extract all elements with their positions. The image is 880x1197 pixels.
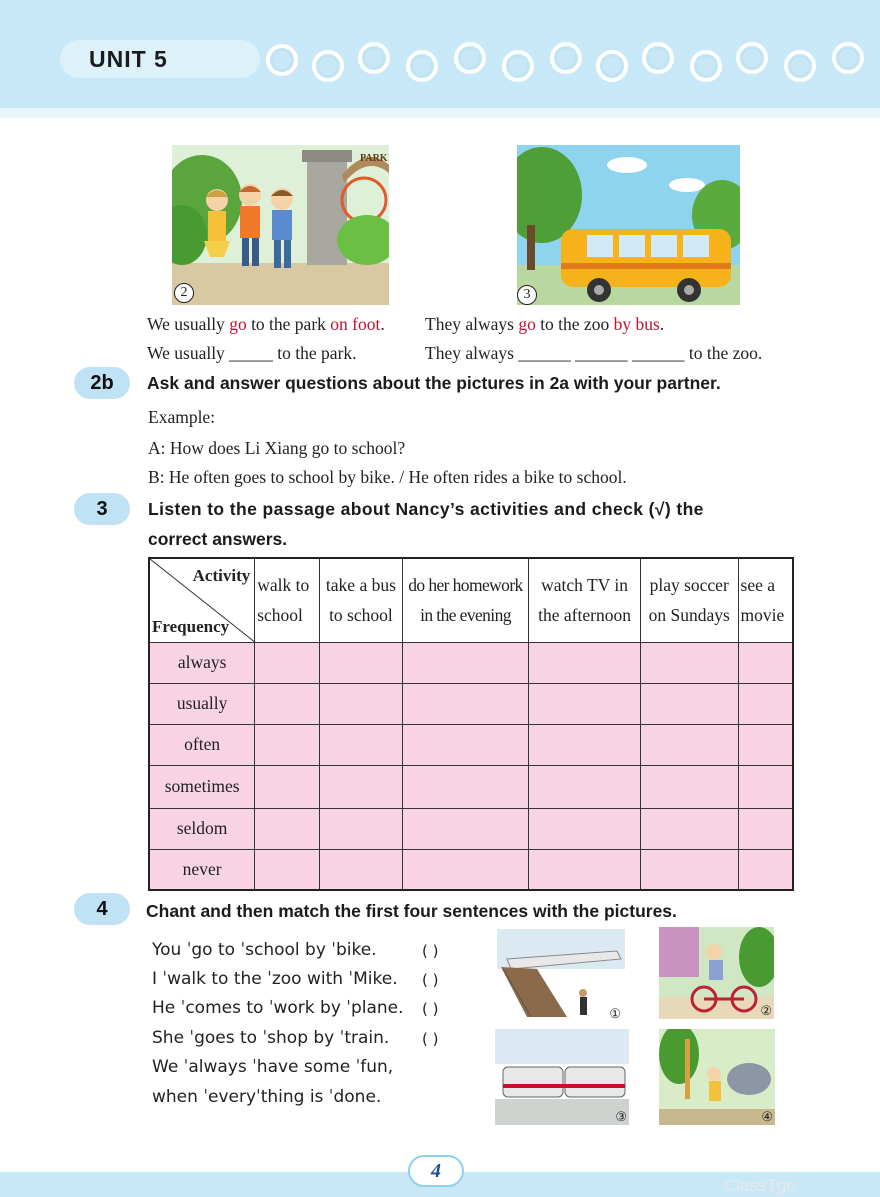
check-cell[interactable] (320, 765, 403, 808)
column-header-walk (255, 558, 320, 642)
check-cell[interactable] (738, 642, 793, 683)
corner-header-cell (149, 558, 255, 642)
check-cell[interactable] (640, 683, 738, 724)
activity-label: Activity (192, 566, 251, 585)
column-header-line2: movie (740, 605, 785, 626)
section-3-instruction-line1: Listen to the passage about Nancy’s activities and check (√) the (148, 499, 704, 519)
chant-line: He ˈcomes to ˈwork by ˈplane. (152, 998, 404, 1018)
picture-number: 3 (517, 285, 537, 305)
check-cell[interactable] (640, 849, 738, 890)
zoo-fill-blank[interactable]: They always ______ ______ ______ to the zoo. (425, 343, 763, 363)
row-label: seldom (149, 808, 255, 849)
column-header-line1: see a (740, 575, 776, 596)
table-row (149, 765, 793, 808)
check-cell[interactable] (529, 849, 641, 890)
table-row (149, 683, 793, 724)
column-header-line1: do her homework (408, 575, 523, 596)
section-4-instruction: Chant and then match the first four sentences with the pictures. (146, 901, 677, 921)
text-fragment: . (380, 314, 385, 334)
column-header-line2: school (257, 605, 303, 626)
column-header-tv (529, 558, 641, 642)
highlight-phrase: on foot (330, 314, 381, 334)
watermark: ClassTgo (724, 1176, 796, 1195)
check-cell[interactable] (402, 765, 529, 808)
check-cell[interactable] (738, 683, 793, 724)
column-header-line2: the afternoon (538, 605, 631, 626)
zoo-picture (659, 1029, 775, 1125)
picture-label: ① (609, 1006, 621, 1021)
check-cell[interactable] (255, 808, 320, 849)
section-3-instruction-line2: correct answers. (148, 529, 288, 549)
check-cell[interactable] (320, 724, 403, 765)
column-header-line2: to school (329, 605, 393, 626)
train-picture (495, 1029, 629, 1125)
check-cell[interactable] (738, 849, 793, 890)
section-badge-2b: 2b (74, 367, 130, 399)
check-cell[interactable] (402, 849, 529, 890)
section-2b-instruction: Ask and answer questions about the pictures in 2a with your partner. (147, 373, 721, 393)
example-line-a: A: How does Li Xiang go to school? (148, 438, 406, 458)
highlight-verb: go (229, 314, 247, 334)
check-cell[interactable] (640, 642, 738, 683)
highlight-verb: go (518, 314, 536, 334)
check-cell[interactable] (320, 683, 403, 724)
check-cell[interactable] (255, 849, 320, 890)
picture-number: 2 (174, 283, 194, 303)
check-cell[interactable] (402, 808, 529, 849)
check-cell[interactable] (320, 849, 403, 890)
answer-bracket[interactable]: ( ) (422, 971, 439, 989)
column-header-soccer (640, 558, 738, 642)
park-sentence (147, 314, 385, 335)
picture-label: ② (760, 1003, 772, 1018)
bike-picture (659, 927, 774, 1019)
frequency-table (148, 557, 794, 891)
row-label: sometimes (149, 765, 255, 808)
check-cell[interactable] (640, 724, 738, 765)
table-header-row (149, 558, 793, 642)
check-cell[interactable] (738, 765, 793, 808)
column-header-homework (402, 558, 529, 642)
column-header-movie (738, 558, 793, 642)
answer-bracket[interactable]: ( ) (422, 1030, 439, 1048)
check-cell[interactable] (402, 724, 529, 765)
text-fragment: We usually (147, 314, 230, 334)
park-sign (360, 153, 388, 164)
example-line-b: B: He often goes to school by bike. / He often rides a bike to school. (148, 467, 627, 487)
text-fragment: to the park (246, 314, 331, 334)
text-fragment: They always (425, 314, 519, 334)
answer-bracket[interactable]: ( ) (422, 1000, 439, 1018)
page-number: 4 (408, 1155, 464, 1187)
chant-line: She ˈgoes to ˈshop by ˈtrain. (152, 1028, 390, 1048)
header-underline (0, 108, 880, 118)
column-header-line1: take a bus (325, 575, 396, 596)
check-cell[interactable] (320, 642, 403, 683)
picture-label: ③ (615, 1109, 627, 1124)
highlight-phrase: by bus (613, 314, 660, 334)
park-fill-blank[interactable]: We usually _____ to the park. (147, 343, 357, 363)
column-header-line1: play soccer (649, 575, 729, 596)
check-cell[interactable] (402, 642, 529, 683)
section-badge-4: 4 (74, 893, 130, 925)
frequency-label: Frequency (152, 616, 230, 636)
check-cell[interactable] (529, 808, 641, 849)
check-cell[interactable] (529, 642, 641, 683)
answer-bracket[interactable]: ( ) (422, 942, 439, 960)
check-cell[interactable] (529, 765, 641, 808)
table-row (149, 808, 793, 849)
park-walking-picture (172, 145, 389, 305)
check-cell[interactable] (529, 724, 641, 765)
check-cell[interactable] (640, 808, 738, 849)
chant-line: I ˈwalk to the ˈzoo with ˈMike. (152, 969, 398, 989)
section-badge-3: 3 (74, 493, 130, 525)
school-bus-picture (517, 145, 740, 305)
column-header-line2: in the evening (420, 605, 511, 626)
example-label: Example: (148, 407, 216, 427)
table-row (149, 724, 793, 765)
check-cell[interactable] (640, 765, 738, 808)
picture-label: ④ (761, 1109, 773, 1124)
plane-picture (497, 929, 625, 1022)
zoo-sentence (425, 314, 664, 335)
chant-line: We ˈalways ˈhave some ˈfun, (152, 1057, 394, 1077)
check-cell[interactable] (529, 683, 641, 724)
row-label: always (149, 642, 255, 683)
column-header-line2: on Sundays (648, 605, 730, 626)
check-cell[interactable] (738, 724, 793, 765)
text-fragment: . (659, 314, 665, 334)
unit-title: UNIT 5 (89, 46, 168, 72)
check-cell[interactable] (255, 765, 320, 808)
check-cell[interactable] (738, 808, 793, 849)
check-cell[interactable] (402, 683, 529, 724)
check-cell[interactable] (255, 683, 320, 724)
column-header-bus (320, 558, 403, 642)
decorative-circles (262, 38, 880, 82)
table-row (149, 849, 793, 890)
text-fragment: to the zoo (535, 314, 614, 334)
chant-line: You ˈgo to ˈschool by ˈbike. (152, 940, 377, 960)
row-label: never (149, 849, 255, 890)
row-label: often (149, 724, 255, 765)
table-row (149, 642, 793, 683)
column-header-line1: watch TV in (541, 575, 628, 596)
column-header-line1: walk to (257, 575, 310, 596)
svg-text:PARK: PARK (360, 153, 388, 164)
row-label: usually (149, 683, 255, 724)
chant-line: when ˈeveryˈthing is ˈdone. (152, 1087, 382, 1107)
check-cell[interactable] (255, 642, 320, 683)
check-cell[interactable] (320, 808, 403, 849)
check-cell[interactable] (255, 724, 320, 765)
